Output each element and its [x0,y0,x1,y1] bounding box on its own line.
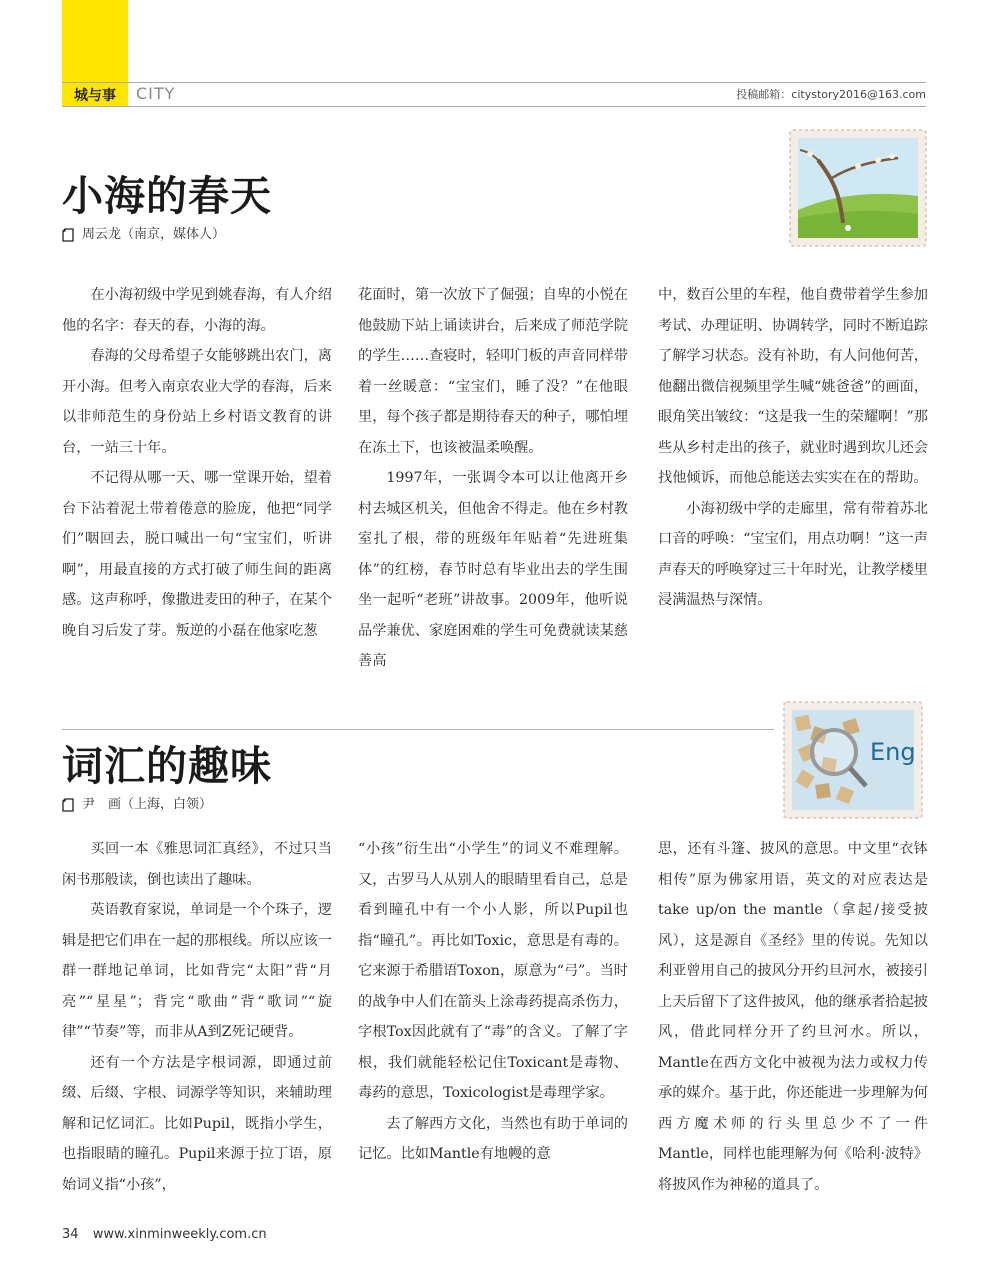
paragraph: 去了解西方文化，当然也有助于单词的记忆。比如Mantle有地幔的意 [358,1115,628,1162]
article2-author: 尹 画（上海，白领） [82,797,213,812]
submission-email: 投稿邮箱：citystory2016@163.com [736,88,926,101]
article1-column-2 [358,280,628,677]
paragraph: 买回一本《雅思词汇真经》，不过只当闲书那般读，倒也读出了趣味。 [62,841,332,888]
spring-stamp [788,128,928,252]
article2-title: 词汇的趣味 [62,742,272,790]
paragraph: 春海的父母希望子女能够跳出农门，离开小海。但考入南京农业大学的春海，后来以非师范生的身份站上乡村语文教育的讲台，一站三十年。 [62,348,332,456]
article1-column-1 [62,280,332,646]
paragraph: 英语教育家说，单词是一个个珠子，逻辑是把它们串在一起的那根线。所以应该一群一群地记单词，比如背完“太阳”背“月亮”“星星”；背完“歌曲”背“歌词”“旋律”“节奏”等，而非从A到Z死记硬背。 [62,902,332,1040]
article-divider [62,729,774,730]
pen-icon [62,228,76,242]
article2-column-3 [658,834,928,1200]
article1-column-3 [658,280,928,616]
article2-byline [62,796,212,814]
article1-byline [62,226,225,244]
header-accent-block [62,0,128,84]
footer-website: www.xinminweekly.com.cn [92,1227,267,1242]
paragraph: “小孩”衍生出“小学生”的词义不难理解。又，古罗马人从别人的眼睛里看自己，总是看到瞳孔中有一个小人影，所以Pupil也指“瞳孔”。再比如Toxic，意思是有毒的。它来源于希腊语Toxon，原意为“弓”。当时的战争中人们在箭头上涂毒药提高杀伤力，字根Tox因此就有了“毒”的含义。了解了字根，我们就能轻松记住Toxicant是毒物、毒药的意思，Toxicologist是毒理学家。 [358,841,628,1101]
paragraph: 小海初级中学的走廊里，常有带着苏北口音的呼唤：“宝宝们，用点功啊！”这一声声春天的呼唤穿过三十年时光，让教学楼里浸满温热与深情。 [658,500,928,608]
paragraph: 在小海初级中学见到姚春海，有人介绍他的名字：春天的春，小海的海。 [62,287,332,334]
page-number: 34 [62,1227,79,1242]
spring-tree-illustration [788,128,928,248]
section-label: 城与事 [62,84,128,106]
article2-column-2 [358,834,628,1170]
english-stamp [782,700,924,824]
paragraph: 还有一个方法是字根词源，即通过前缀、后缀、字根、词源学等知识，来辅助理解和记忆词汇。比如Pupil，既指小学生，也指眼睛的瞳孔。Pupil来源于拉丁语，原始词义指“小孩”， [62,1054,332,1193]
eng-stamp-text: Eng [870,738,916,766]
page-footer [62,1226,267,1244]
section-label-en: CITY [136,84,176,103]
pen-icon [62,798,76,812]
letter-tiles-illustration [782,700,924,820]
paragraph: 思，还有斗篷、披风的意思。中文里“衣钵相传”原为佛家用语，英文的对应表达是take up/on the mantle（拿起/接受披风），这是源自《圣经》里的传说。先知以利亚曾用自己的披风分开约旦河水，被接引上天后留下了这件披风，他的继承者拾起披风，借此同样分开了约旦河水。所以，Mantle在西方文化中被视为法力或权力传承的媒介。基于此，你还能进一步理解为何西方魔术师的行头里总少不了一件Mantle，同样也能理解为何《哈利·波特》将披风作为神秘的道具了。 [658,841,928,1193]
article1-author: 周云龙（南京，媒体人） [82,227,226,242]
paragraph: 中，数百公里的车程，他自费带着学生参加考试、办理证明、协调转学，同时不断追踪了解学习状态。没有补助，有人问他何苦，他翻出微信视频里学生喊“姚爸爸”的画面，眼角笑出皱纹：“这是我一生的荣耀啊！”那些从乡村走出的孩子，就业时遇到坎儿还会找他倾诉，而他总能送去实实在在的帮助。 [658,287,928,486]
article1-title: 小海的春天 [62,172,272,220]
paragraph: 1997年，一张调令本可以让他离开乡村去城区机关，但他舍不得走。他在乡村教室扎了根，带的班级年年贴着“先进班集体”的红榜，春节时总有毕业出去的学生围坐一起听“老班”讲故事。2009年，他听说品学兼优、家庭困难的学生可免费就读某慈善高 [358,470,628,669]
paragraph: 花面时，第一次放下了倔强；自卑的小悦在他鼓励下站上诵读讲台，后来成了师范学院的学生……查寝时，轻叩门板的声音同样带着一丝暖意：“宝宝们，睡了没？”在他眼里，每个孩子都是期待春天的种子，哪怕埋在冻土下，也该被温柔唤醒。 [358,287,628,456]
header-rule-top [62,82,926,83]
article2-column-1 [62,834,332,1200]
paragraph: 不记得从哪一天、哪一堂课开始，望着台下沾着泥土带着倦意的脸庞，他把“同学们”咽回去，脱口喊出一句“宝宝们，听讲啊”，用最直接的方式打破了师生间的距离感。这声称呼，像撒进麦田的种子，在某个晚自习后发了芽。叛逆的小磊在他家吃葱 [62,470,332,639]
header-rule-bottom [62,106,926,107]
